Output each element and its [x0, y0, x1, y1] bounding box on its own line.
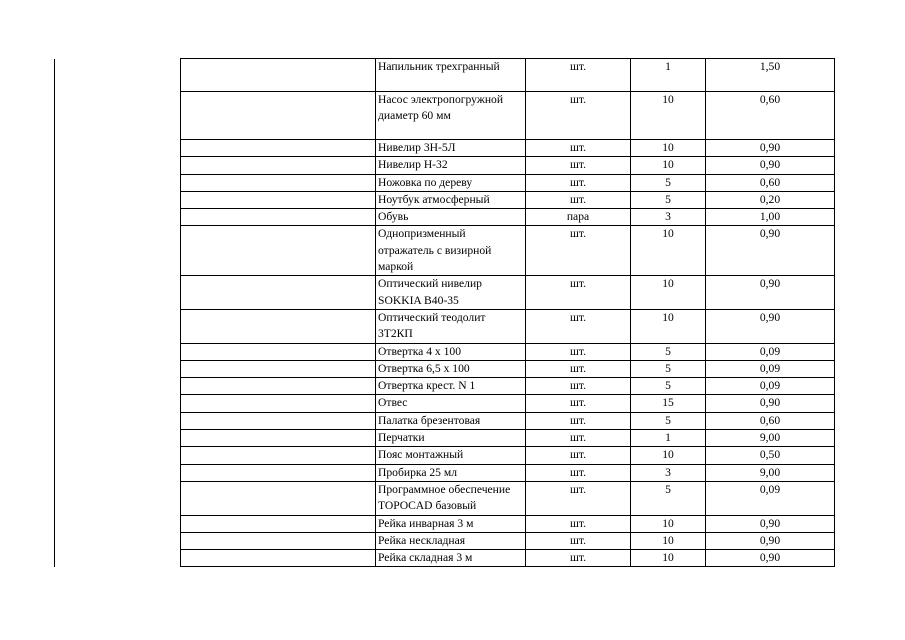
unit-cell: шт.	[526, 412, 631, 429]
quantity-cell: 10	[631, 515, 706, 532]
value-cell: 0,90	[706, 157, 835, 174]
quantity-cell: 15	[631, 395, 706, 412]
table-row	[181, 209, 835, 226]
item-name-cell: Нивелир 3Н-5Л	[376, 140, 526, 157]
empty-cell	[181, 378, 376, 395]
unit-cell: шт.	[526, 92, 631, 140]
empty-cell	[181, 481, 376, 515]
value-cell: 0,90	[706, 140, 835, 157]
table-row	[181, 550, 835, 567]
unit-cell: пара	[526, 209, 631, 226]
item-name-cell: Нивелир Н-32	[376, 157, 526, 174]
table-row	[181, 343, 835, 360]
item-name-cell: Пояс монтажный	[376, 447, 526, 464]
empty-cell	[181, 515, 376, 532]
item-name-cell: Оптический нивелир SOKKIA B40-35	[376, 276, 526, 310]
empty-cell	[181, 532, 376, 549]
table-row	[181, 360, 835, 377]
quantity-cell: 5	[631, 174, 706, 191]
quantity-cell: 10	[631, 447, 706, 464]
value-cell: 1,50	[706, 59, 835, 92]
value-cell: 0,20	[706, 191, 835, 208]
item-name-cell: Пробирка 25 мл	[376, 464, 526, 481]
unit-cell: шт.	[526, 532, 631, 549]
empty-cell	[181, 360, 376, 377]
item-name-cell: Однопризменный отражатель с визирной маркой	[376, 226, 526, 276]
quantity-cell: 5	[631, 191, 706, 208]
empty-cell	[181, 59, 376, 92]
inventory-table	[180, 58, 835, 567]
empty-cell	[181, 309, 376, 343]
table-row	[181, 226, 835, 276]
quantity-cell: 5	[631, 343, 706, 360]
quantity-cell: 10	[631, 550, 706, 567]
unit-cell: шт.	[526, 395, 631, 412]
quantity-cell: 10	[631, 276, 706, 310]
table-row	[181, 140, 835, 157]
table-row	[181, 92, 835, 140]
unit-cell: шт.	[526, 343, 631, 360]
unit-cell: шт.	[526, 515, 631, 532]
empty-cell	[181, 140, 376, 157]
value-cell: 0,90	[706, 515, 835, 532]
table-row	[181, 378, 835, 395]
unit-cell: шт.	[526, 191, 631, 208]
quantity-cell: 10	[631, 532, 706, 549]
unit-cell: шт.	[526, 378, 631, 395]
table-row	[181, 412, 835, 429]
value-cell: 0,90	[706, 532, 835, 549]
quantity-cell: 5	[631, 378, 706, 395]
empty-cell	[181, 157, 376, 174]
unit-cell: шт.	[526, 447, 631, 464]
value-cell: 9,00	[706, 430, 835, 447]
empty-cell	[181, 550, 376, 567]
value-cell: 0,60	[706, 92, 835, 140]
unit-cell: шт.	[526, 276, 631, 310]
value-cell: 0,09	[706, 378, 835, 395]
quantity-cell: 10	[631, 140, 706, 157]
table-row	[181, 430, 835, 447]
empty-cell	[181, 343, 376, 360]
item-name-cell: Рейка нескладная	[376, 532, 526, 549]
item-name-cell: Отвертка 6,5 х 100	[376, 360, 526, 377]
unit-cell: шт.	[526, 174, 631, 191]
unit-cell: шт.	[526, 226, 631, 276]
item-name-cell: Перчатки	[376, 430, 526, 447]
empty-cell	[181, 395, 376, 412]
quantity-cell: 3	[631, 464, 706, 481]
empty-cell	[181, 430, 376, 447]
table-row	[181, 464, 835, 481]
value-cell: 0,60	[706, 412, 835, 429]
unit-cell: шт.	[526, 430, 631, 447]
value-cell: 0,09	[706, 343, 835, 360]
quantity-cell: 1	[631, 430, 706, 447]
unit-cell: шт.	[526, 157, 631, 174]
quantity-cell: 10	[631, 157, 706, 174]
value-cell: 0,90	[706, 309, 835, 343]
value-cell: 9,00	[706, 464, 835, 481]
quantity-cell: 10	[631, 92, 706, 140]
empty-cell	[181, 412, 376, 429]
item-name-cell: Ножовка по дереву	[376, 174, 526, 191]
quantity-cell: 10	[631, 226, 706, 276]
page-margin-line	[54, 59, 55, 567]
unit-cell: шт.	[526, 140, 631, 157]
table-row	[181, 59, 835, 92]
value-cell: 0,90	[706, 550, 835, 567]
empty-cell	[181, 191, 376, 208]
unit-cell: шт.	[526, 481, 631, 515]
item-name-cell: Программное обеспечение TOPOCAD базовый	[376, 481, 526, 515]
value-cell: 0,90	[706, 276, 835, 310]
unit-cell: шт.	[526, 464, 631, 481]
empty-cell	[181, 92, 376, 140]
quantity-cell: 5	[631, 481, 706, 515]
empty-cell	[181, 447, 376, 464]
table-row	[181, 191, 835, 208]
value-cell: 0,60	[706, 174, 835, 191]
empty-cell	[181, 226, 376, 276]
value-cell: 0,09	[706, 360, 835, 377]
value-cell: 0,50	[706, 447, 835, 464]
empty-cell	[181, 276, 376, 310]
quantity-cell: 3	[631, 209, 706, 226]
item-name-cell: Насос электропогружной диаметр 60 мм	[376, 92, 526, 140]
item-name-cell: Рейка складная 3 м	[376, 550, 526, 567]
item-name-cell: Палатка брезентовая	[376, 412, 526, 429]
item-name-cell: Отвертка крест. N 1	[376, 378, 526, 395]
unit-cell: шт.	[526, 309, 631, 343]
item-name-cell: Напильник трехгранный	[376, 59, 526, 92]
table-row	[181, 532, 835, 549]
table-row	[181, 481, 835, 515]
value-cell: 1,00	[706, 209, 835, 226]
table-row	[181, 276, 835, 310]
item-name-cell: Рейка инварная 3 м	[376, 515, 526, 532]
quantity-cell: 1	[631, 59, 706, 92]
item-name-cell: Оптический теодолит 3Т2КП	[376, 309, 526, 343]
empty-cell	[181, 174, 376, 191]
table-row	[181, 515, 835, 532]
item-name-cell: Отвертка 4 х 100	[376, 343, 526, 360]
value-cell: 0,09	[706, 481, 835, 515]
value-cell: 0,90	[706, 395, 835, 412]
table-row	[181, 174, 835, 191]
item-name-cell: Ноутбук атмосферный	[376, 191, 526, 208]
value-cell: 0,90	[706, 226, 835, 276]
unit-cell: шт.	[526, 550, 631, 567]
empty-cell	[181, 464, 376, 481]
item-name-cell: Обувь	[376, 209, 526, 226]
quantity-cell: 10	[631, 309, 706, 343]
table-row	[181, 157, 835, 174]
item-name-cell: Отвес	[376, 395, 526, 412]
unit-cell: шт.	[526, 360, 631, 377]
table-row	[181, 447, 835, 464]
table-row	[181, 309, 835, 343]
unit-cell: шт.	[526, 59, 631, 92]
quantity-cell: 5	[631, 412, 706, 429]
empty-cell	[181, 209, 376, 226]
quantity-cell: 5	[631, 360, 706, 377]
table-row	[181, 395, 835, 412]
